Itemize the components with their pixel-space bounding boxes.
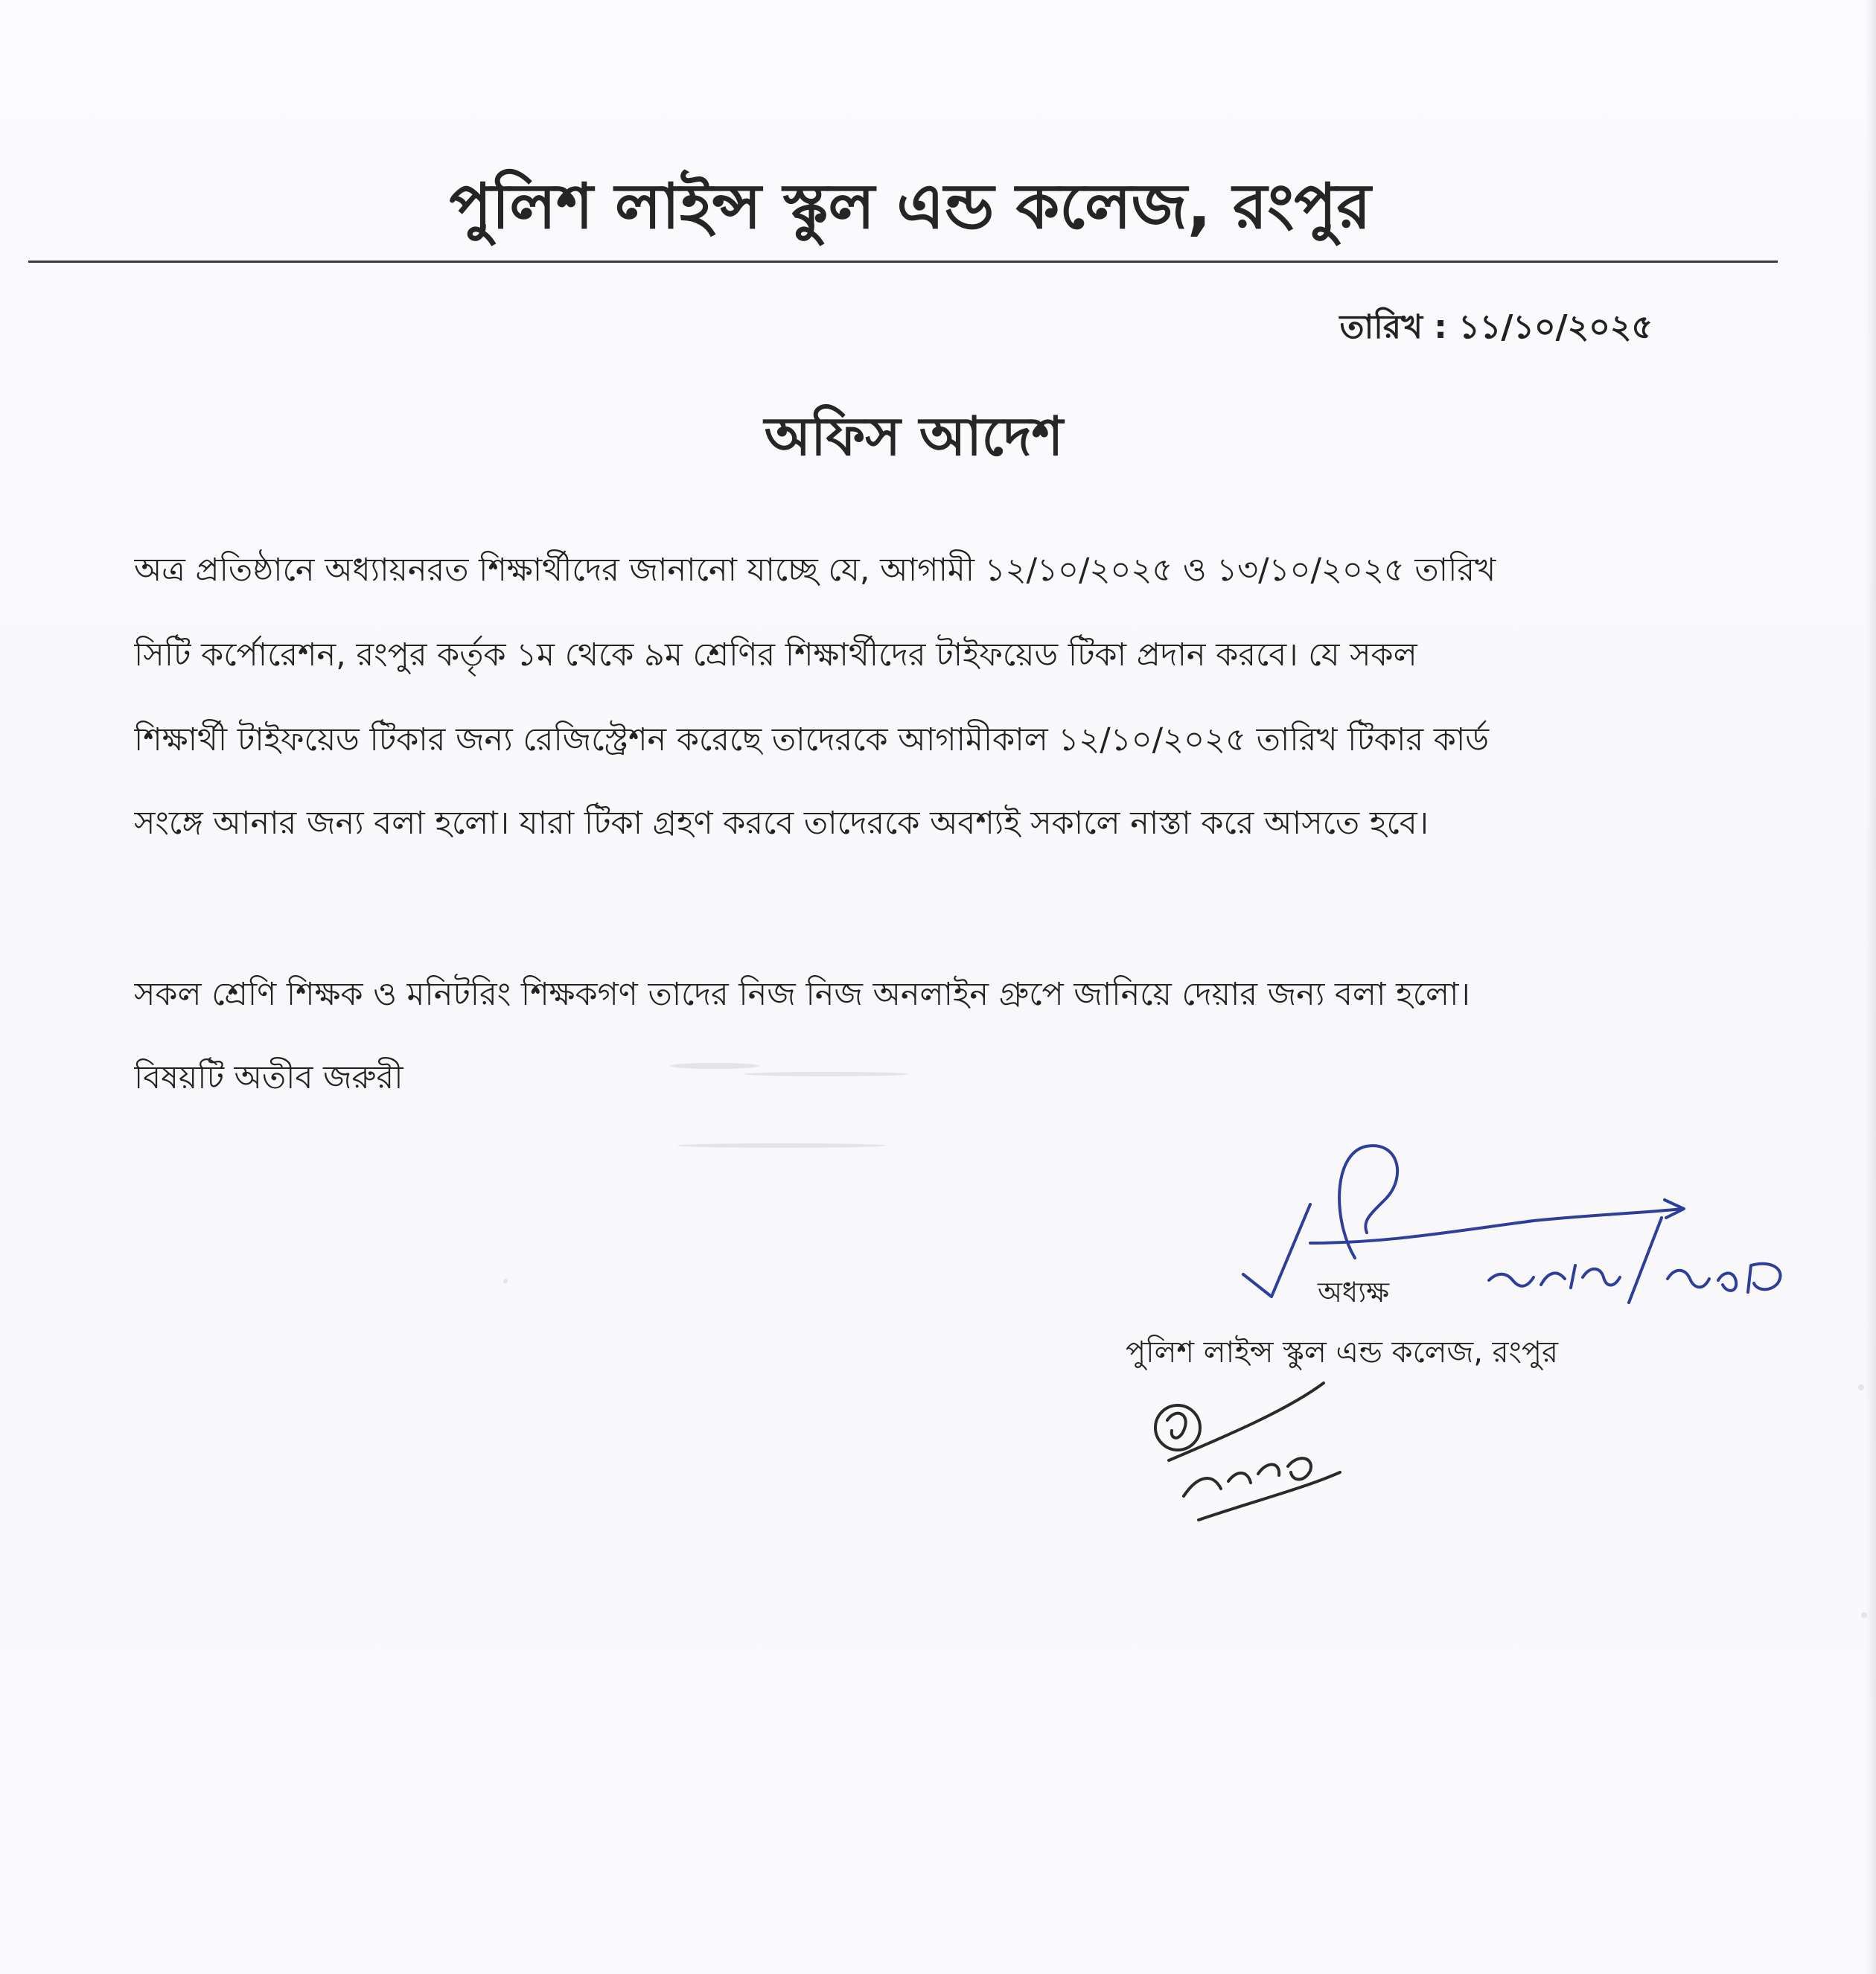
date-label: তারিখ :	[1339, 308, 1447, 346]
body-line: সংঙ্গে আনার জন্য বলা হলো। যারা টিকা গ্রহণ করবে তাদেরকে অবশ্যই সকালে নাস্তা করে আসতে হবে।	[134, 805, 1429, 842]
scan-noise-mark	[1858, 1384, 1864, 1390]
scan-noise-mark	[670, 1063, 759, 1069]
date-line	[1266, 305, 1653, 350]
date-value: ১১/১০/২০২৫	[1458, 308, 1653, 346]
body-line: সকল শ্রেণি শিক্ষক ও মনিটরিং শিক্ষকগণ তাদের নিজ নিজ অনলাইন গ্রুপে জানিয়ে দেয়ার জন্য বলা হলো।	[134, 976, 1470, 1013]
institution-header: পুলিশ লাইন্স স্কুল এন্ড কলেজ, রংপুর	[449, 170, 1371, 243]
body-line: শিক্ষার্থী টাইফয়েড টিকার জন্য রেজিস্ট্রেশন করেছে তাদেরকে আগামীকাল ১২/১০/২০২৫ তারিখ টিকার কার্ড	[134, 721, 1489, 758]
date-slash-stroke	[1629, 1218, 1662, 1303]
date-scribble-stroke	[1748, 1264, 1781, 1292]
principal-signature	[1221, 1131, 1802, 1325]
scan-noise-mark	[503, 1279, 508, 1283]
body-line: অত্র প্রতিষ্ঠানে অধ্যায়নরত শিক্ষার্থীদের জানানো যাচ্ছে যে, আগামী ১২/১০/২০২৫ ও ১৩/১০/২০২৫ তারিখ	[134, 552, 1496, 589]
signatory-title: অধ্যক্ষ	[1318, 1276, 1390, 1309]
scan-noise-mark	[677, 1143, 886, 1148]
date-scribble-stroke	[1668, 1271, 1736, 1291]
signature-check-stroke	[1243, 1204, 1310, 1297]
date-scribble-stroke	[1541, 1265, 1620, 1288]
date-scribble-stroke	[1489, 1274, 1534, 1286]
header-divider	[28, 261, 1778, 263]
body-line: সিটি কর্পোরেশন, রংপুর কর্তৃক ১ম থেকে ৯ম শ্রেণির শিক্ষার্থীদের টাইফয়েড টিকা প্রদান করবে। যে সকল	[134, 636, 1417, 674]
signatory-institution: পুলিশ লাইন্স স্কুল এন্ড কলেজ, রংপুর	[1126, 1335, 1559, 1370]
scan-noise-mark	[744, 1072, 908, 1076]
initials-letter-stroke	[1167, 1414, 1186, 1438]
handwritten-initials	[1139, 1377, 1362, 1526]
initials-underline-stroke	[1199, 1472, 1340, 1520]
paper-edge-shadow	[1866, 0, 1876, 1974]
scan-noise-mark	[1861, 1612, 1867, 1618]
initials-slash-stroke	[1169, 1383, 1324, 1460]
body-line: বিষয়টি অতীব জরুরী	[134, 1059, 403, 1096]
office-order-title: অফিস আদেশ	[764, 405, 1064, 467]
